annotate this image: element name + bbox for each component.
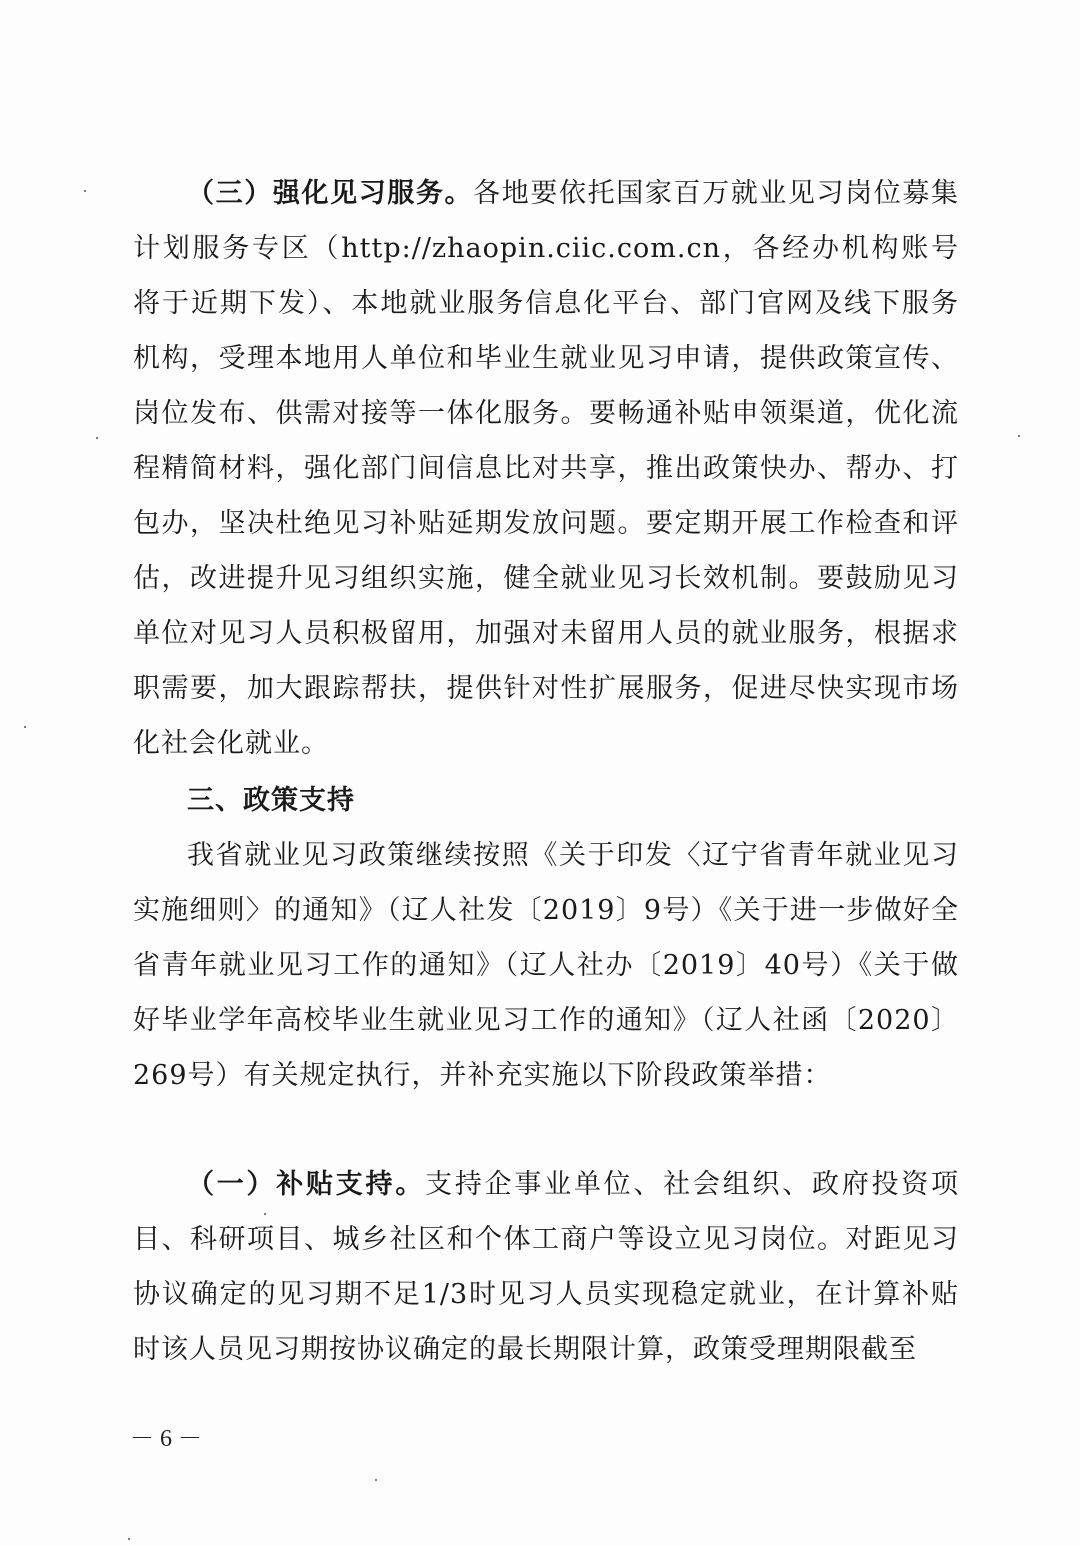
scan-speck — [1018, 435, 1020, 437]
section-strengthen-internship-service — [133, 166, 959, 771]
paragraph-body: 支持企事业单位、社会组织、政府投资项目、科研项目、城乡社区和个体工商户等设立见习岗位。对距见习协议确定的见习期不足1/3时见习人员实现稳定就业，在计算补贴时该人员见习期按协议确定的最长期限计算，政策受理期限截至 — [133, 1169, 960, 1365]
scan-speck — [264, 1213, 266, 1215]
paragraph — [133, 166, 959, 771]
scan-speck — [96, 437, 98, 439]
section-heading-policy-support — [133, 773, 959, 828]
scan-speck — [375, 1479, 377, 1481]
scan-speck — [128, 1538, 130, 1540]
section-heading: 三、政策支持 — [187, 785, 355, 816]
section-policy-basis — [133, 828, 959, 1103]
paragraph — [133, 1157, 959, 1377]
paragraph-body: 我省就业见习政策继续按照《关于印发〈辽宁省青年就业见习实施细则〉的通知》（辽人社发〔2019〕9号）《关于进一步做好全省青年就业见习工作的通知》（辽人社办〔2019〕40号）《关于做好毕业学年高校毕业生就业见习工作的通知》（辽人社函〔2020〕269号）有关规定执行，并补充实施以下阶段政策举措： — [133, 840, 959, 1091]
scan-speck — [84, 190, 86, 192]
paragraph-body: 各地要依托国家百万就业见习岗位募集计划服务专区（http://zhaopin.ciic.com.cn，各经办机构账号将于近期下发）、本地就业服务信息化平台、部门官网及线下服务机构，受理本地用人单位和毕业生就业见习申请，提供政策宣传、岗位发布、供需对接等一体化服务。要畅通补贴申领渠道，优化流程精简材料，强化部门间信息比对共享，推出政策快办、帮办、打包办，坚决杜绝见习补贴延期发放问题。要定期开展工作检查和评估，改进提升见习组织实施，健全就业见习长效机制。要鼓励见习单位对见习人员积极留用，加强对未留用人员的就业服务，根据求职需要，加大跟踪帮扶，提供针对性扩展服务，促进尽快实现市场化社会化就业。 — [133, 178, 960, 759]
section-subsidy-support — [133, 1157, 959, 1377]
scan-speck — [24, 726, 26, 728]
paragraph-lead: （一）补贴支持。 — [187, 1169, 426, 1200]
paragraph-lead: （三）强化见习服务。 — [187, 178, 474, 209]
page-number: － 6 － — [130, 1426, 202, 1452]
